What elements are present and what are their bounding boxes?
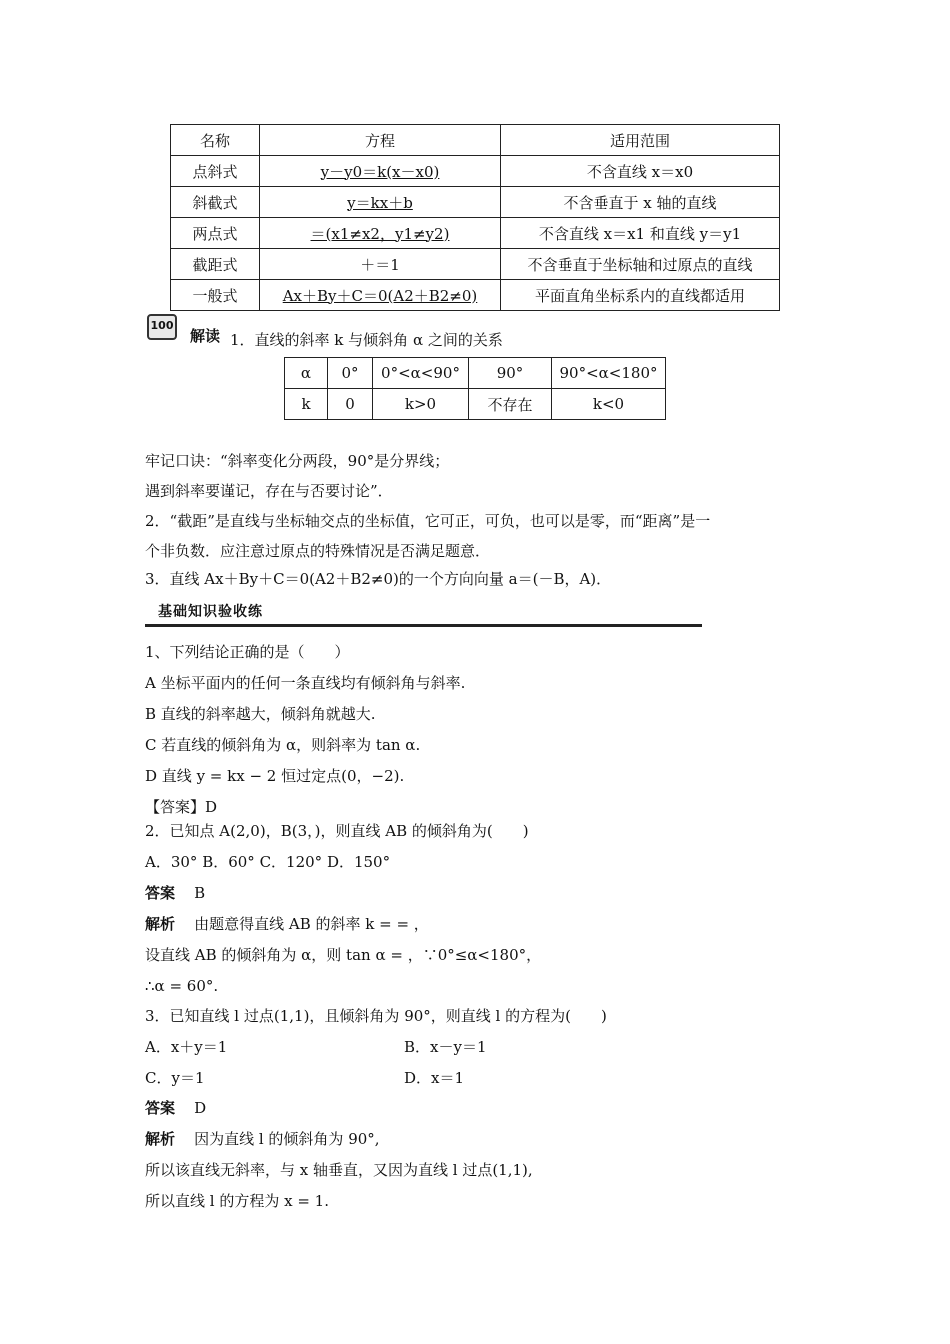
form-scope: 不含垂直于坐标轴和过原点的直线 <box>501 249 780 280</box>
table-row <box>285 389 666 420</box>
header-equation: 方程 <box>260 125 501 156</box>
form-name: 斜截式 <box>171 187 260 218</box>
question-1-option-d: D 直线 y = kx − 2 恒过定点(0，−2). <box>145 767 405 785</box>
table-cell: 0 <box>328 389 373 420</box>
table-cell: k<0 <box>552 389 666 420</box>
form-scope: 不含直线 x＝x1 和直线 y＝y1 <box>501 218 780 249</box>
form-equation: ＋＝1 <box>260 249 501 280</box>
question-2-options: A．30° B．60° C．120° D．150° <box>145 853 391 871</box>
table-cell: 90°<α<180° <box>552 358 666 389</box>
form-equation: Ax＋By＋C＝0(A2＋B2≠0) <box>260 280 501 311</box>
form-equation: y＝kx＋b <box>260 187 501 218</box>
analysis-text: 所以直线 l 的方程为 x = 1. <box>145 1192 329 1210</box>
form-name: 点斜式 <box>171 156 260 187</box>
question-3-answer-line <box>145 1097 206 1119</box>
form-name: 一般式 <box>171 280 260 311</box>
analysis-text: 所以该直线无斜率，与 x 轴垂直，又因为直线 l 过点(1,1), <box>145 1161 533 1179</box>
question-1-option-b: B 直线的斜率越大，倾斜角就越大. <box>145 705 376 723</box>
question-3-option-d: D．x＝1 <box>404 1069 465 1087</box>
table-row <box>171 280 780 311</box>
table-cell: α <box>285 358 328 389</box>
table-cell: 0° <box>328 358 373 389</box>
answer-value: D <box>194 1099 207 1117</box>
analysis-text: 因为直线 l 的倾斜角为 90°, <box>194 1130 380 1148</box>
header-scope: 适用范围 <box>501 125 780 156</box>
table-cell: 不存在 <box>469 389 552 420</box>
header-name: 名称 <box>171 125 260 156</box>
analysis-label: 解析 <box>145 1130 176 1148</box>
question-1-option-a: A 坐标平面内的任何一条直线均有倾斜角与斜率. <box>145 674 466 692</box>
form-equation: ＝(x1≠x2，y1≠y2) <box>260 218 501 249</box>
table-cell: 90° <box>469 358 552 389</box>
question-3-analysis-line <box>145 1128 380 1150</box>
table-cell: k <box>285 389 328 420</box>
form-scope: 平面直角坐标系内的直线都适用 <box>501 280 780 311</box>
form-name: 两点式 <box>171 218 260 249</box>
question-2-stem: 2．已知点 A(2,0)，B(3，)，则直线 AB 的倾斜角为( ) <box>145 822 529 840</box>
form-scope: 不含垂直于 x 轴的直线 <box>501 187 780 218</box>
form-equation: y－y0＝k(x－x0) <box>260 156 501 187</box>
score-100-icon: 100 <box>147 314 177 340</box>
slope-angle-table <box>284 357 666 420</box>
note-line: 遇到斜率要谨记，存在与否要讨论”． <box>145 482 393 500</box>
table-cell: 0°<α<90° <box>373 358 469 389</box>
analysis-label: 解析 <box>145 915 176 933</box>
jiedu-item-1: 1．直线的斜率 k 与倾斜角 α 之间的关系 <box>230 331 503 349</box>
question-3-stem: 3．已知直线 l 过点(1,1)，且倾斜角为 90°，则直线 l 的方程为( ) <box>145 1007 607 1025</box>
jiedu-label: 解读 <box>190 327 221 345</box>
question-1-option-c: C 若直线的倾斜角为 α，则斜率为 tan α. <box>145 736 421 754</box>
table-row <box>171 249 780 280</box>
form-scope: 不含直线 x＝x0 <box>501 156 780 187</box>
analysis-text: ∴α = 60°. <box>145 977 219 995</box>
table-cell: k>0 <box>373 389 469 420</box>
question-2-analysis-line <box>145 913 429 935</box>
answer-value: B <box>194 884 206 902</box>
table-row <box>171 187 780 218</box>
question-3-option-a: A．x＋y＝1 <box>145 1038 228 1056</box>
question-3-option-c: C．y＝1 <box>145 1069 205 1087</box>
section-divider <box>145 624 702 627</box>
table-row <box>285 358 666 389</box>
note-line: 2．“截距”是直线与坐标轴交点的坐标值，它可正，可负，也可以是零，而“距离”是一 <box>145 512 711 530</box>
section-title: 基础知识验收练 <box>158 604 263 620</box>
analysis-text: 由题意得直线 AB 的斜率 k = = ， <box>194 915 429 933</box>
note-line: 牢记口诀：“斜率变化分两段，90°是分界线； <box>145 452 450 470</box>
table-row <box>171 156 780 187</box>
question-2-answer-line <box>145 882 205 904</box>
answer-label: 答案 <box>145 1099 176 1117</box>
table-header-row <box>171 125 780 156</box>
note-line: 个非负数．应注意过原点的特殊情况是否满足题意． <box>145 542 491 560</box>
question-1-stem: 1、下列结论正确的是（ ） <box>145 643 350 661</box>
question-3-option-b: B．x－y＝1 <box>404 1038 487 1056</box>
note-line: 3．直线 Ax＋By＋C＝0(A2＋B2≠0)的一个方向向量 a＝(－B，A)． <box>145 570 612 588</box>
line-equation-forms-table <box>170 124 780 311</box>
analysis-text: 设直线 AB 的倾斜角为 α，则 tan α = ，∵0°≤α<180°， <box>145 946 542 964</box>
table-row <box>171 218 780 249</box>
answer-label: 答案 <box>145 884 176 902</box>
form-name: 截距式 <box>171 249 260 280</box>
question-1-answer: 【答案】D <box>145 798 218 816</box>
